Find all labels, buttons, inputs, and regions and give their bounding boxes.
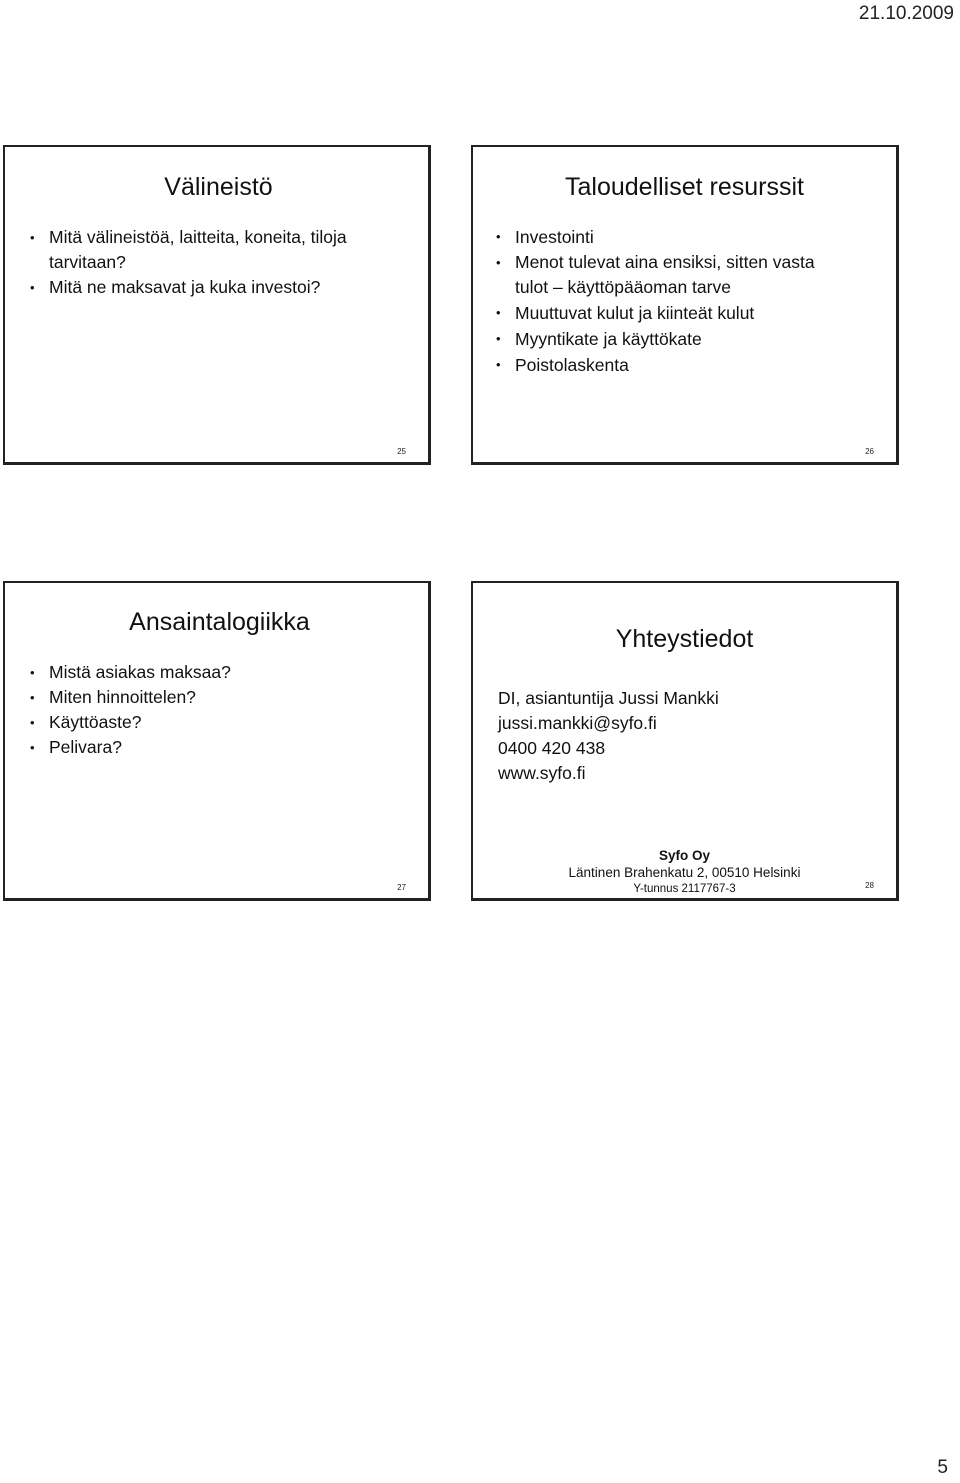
bullet-item: • Mitä ne maksavat ja kuka investoi? bbox=[29, 275, 379, 300]
slide-number: 28 bbox=[865, 881, 874, 890]
slide-25 bbox=[3, 145, 431, 465]
contact-name: DI, asiantuntija Jussi Mankki bbox=[498, 688, 719, 708]
contact-phone: 0400 420 438 bbox=[498, 738, 606, 758]
slide-title: Taloudelliset resurssit bbox=[565, 173, 804, 201]
bullet-item: • Investointi bbox=[495, 224, 840, 250]
slide-number: 26 bbox=[865, 447, 874, 456]
bullet-item: • Pelivara? bbox=[29, 735, 379, 760]
bullet-list bbox=[495, 224, 840, 378]
slide-28 bbox=[471, 581, 899, 901]
bullet-item: • Muuttuvat kulut ja kiinteät kulut bbox=[495, 300, 840, 326]
bullet-item: • Käyttöaste? bbox=[29, 710, 379, 735]
slide-26 bbox=[471, 145, 899, 465]
bullet-item: • Miten hinnoittelen? bbox=[29, 685, 379, 710]
slide-title: Välineistö bbox=[164, 173, 273, 201]
contact-website: www.syfo.fi bbox=[498, 763, 586, 783]
bullet-list bbox=[29, 225, 379, 300]
bullet-list bbox=[29, 660, 379, 760]
bullet-item: • Mistä asiakas maksaa? bbox=[29, 660, 379, 685]
company-footer bbox=[473, 847, 896, 898]
slide-title: Ansaintalogiikka bbox=[129, 608, 310, 636]
business-id: Y-tunnus 2117767-3 bbox=[633, 883, 736, 895]
page-number: 5 bbox=[937, 1457, 948, 1478]
slide-number: 27 bbox=[397, 883, 406, 892]
bullet-item: • Poistolaskenta bbox=[495, 352, 840, 378]
slide-27 bbox=[3, 581, 431, 901]
bullet-item: • Menot tulevat aina ensiksi, sitten vasta tulot – käyttöpääoman tarve bbox=[495, 250, 840, 300]
bullet-item: • Myyntikate ja käyttökate bbox=[495, 326, 840, 352]
company-address: Läntinen Brahenkatu 2, 00510 Helsinki bbox=[568, 865, 801, 880]
contact-email: jussi.mankki@syfo.fi bbox=[498, 713, 657, 733]
contact-details bbox=[498, 686, 719, 786]
company-name: Syfo Oy bbox=[658, 848, 710, 863]
slide-title: Yhteystiedot bbox=[615, 625, 754, 653]
header-date: 21.10.2009 bbox=[858, 3, 954, 24]
slide-number: 25 bbox=[397, 447, 406, 456]
bullet-item: • Mitä välineistöä, laitteita, koneita, tiloja tarvitaan? bbox=[29, 225, 379, 275]
